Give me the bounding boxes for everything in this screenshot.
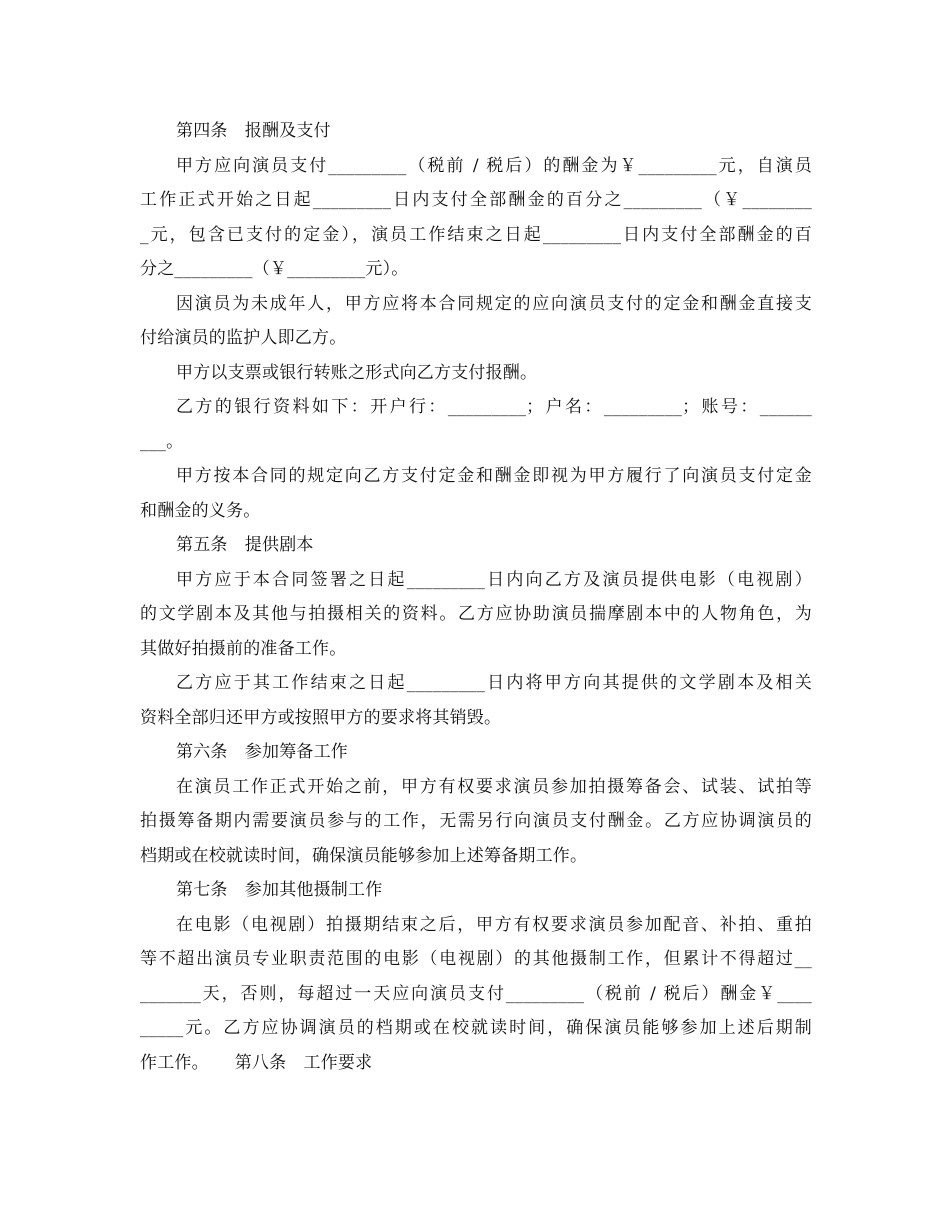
text-line: 的文学剧本及其他与拍摄相关的资料。乙方应协助演员揣摩剧本中的人物角色，为 — [140, 604, 812, 624]
text-line: 和酬金的义务。 — [140, 500, 261, 521]
text-line: 分之_________（￥_________元）。 — [140, 259, 409, 279]
text-line: 作工作。 第八条 工作要求 — [140, 1052, 373, 1073]
text-line: 乙方应于其工作结束之日起_________日内将甲方向其提供的文学剧本及相关 — [176, 673, 812, 693]
text-line: 在演员工作正式开始之前，甲方有权要求演员参加拍摄筹备会、试装、试拍等 — [176, 776, 812, 797]
text-line: 工作正式开始之日起_________日内支付全部酬金的百分之_________（￥________ — [140, 190, 812, 210]
text-line: _____元。乙方应协调演员的档期或在校就读时间，确保演员能够参加上述后期制 — [140, 1018, 812, 1038]
text-line: 在电影（电视剧）拍摄期结束之后，甲方有权要求演员参加配音、补拍、重拍 — [176, 914, 812, 935]
text-line: 第六条 参加筹备工作 — [176, 742, 348, 762]
text-line: 档期或在校就读时间，确保演员能够参加上述筹备期工作。 — [140, 845, 588, 866]
text-line: _元，包含已支付的定金），演员工作结束之日起_________日内支付全部酬金的百 — [140, 224, 812, 245]
text-line: 拍摄筹备期内需要演员参与的工作，无需另行向演员支付酬金。乙方应协调演员的 — [140, 811, 812, 831]
text-line: 甲方应于本合同签署之日起_________日内向乙方及演员提供电影（电视剧） — [176, 569, 812, 590]
text-line: 付给演员的监护人即乙方。 — [140, 328, 347, 348]
text-line: 等不超出演员专业职责范围的电影（电视剧）的其他摄制工作，但累计不得超过__ — [140, 949, 812, 969]
text-line: 第五条 提供剧本 — [176, 535, 314, 555]
text-line: ___。 — [140, 431, 184, 452]
contract-text — [140, 114, 812, 1080]
text-line: 甲方以支票或银行转账之形式向乙方支付报酬。 — [176, 362, 538, 383]
text-line: 因演员为未成年人，甲方应将本合同规定的应向演员支付的定金和酬金直接支 — [176, 293, 812, 314]
text-line: 甲方按本合同的规定向乙方支付定金和酬金即视为甲方履行了向演员支付定金 — [176, 466, 812, 486]
text-line: 甲方应向演员支付_________（税前 / 税后）的酬金为￥_________元，自演员 — [176, 155, 812, 176]
text-line: 资料全部归还甲方或按照甲方的要求将其销毁。 — [140, 707, 502, 728]
text-line: 第七条 参加其他摄制工作 — [176, 880, 383, 900]
text-line: 其做好拍摄前的准备工作。 — [140, 638, 347, 659]
text-line: _______天，否则，每超过一天应向演员支付_________（税前 / 税后）酬金￥____ — [140, 983, 812, 1004]
text-line: 第四条 报酬及支付 — [176, 121, 331, 141]
text-line: 乙方的银行资料如下：开户行：_________；户名：_________；账号：______ — [176, 397, 812, 417]
